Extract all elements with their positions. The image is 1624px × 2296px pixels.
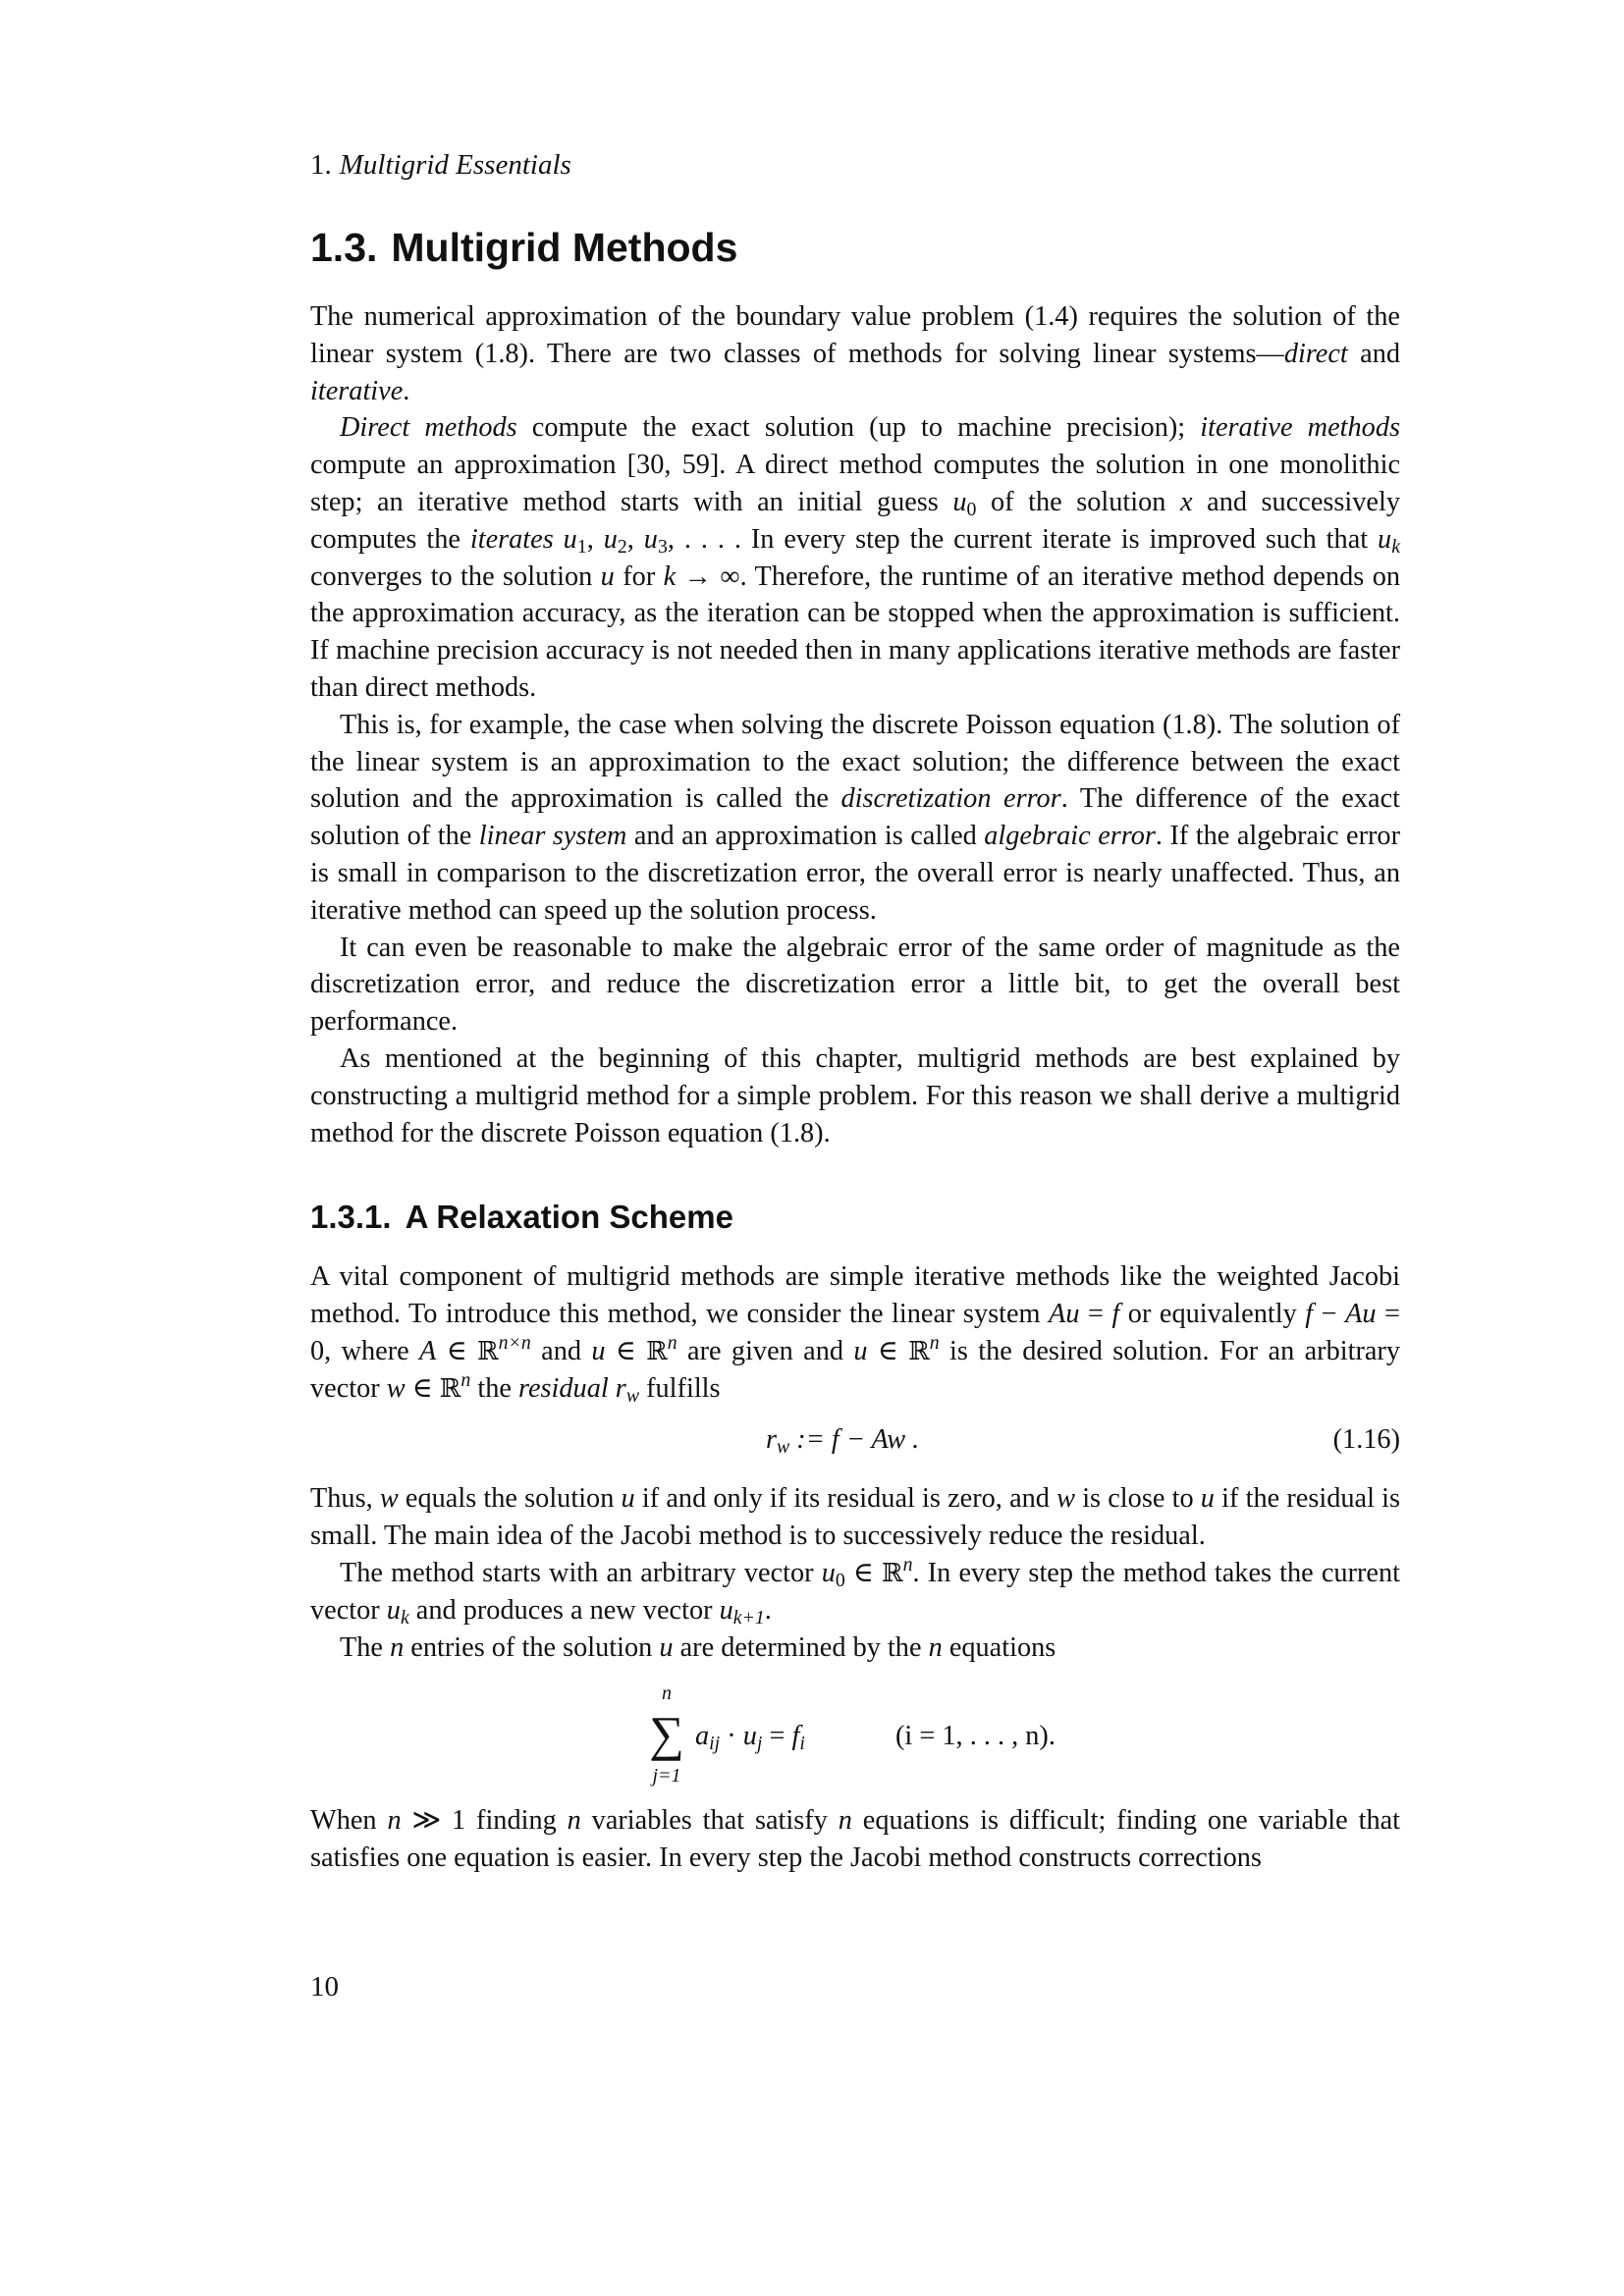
paragraph-1: The numerical approximation of the boundary value problem (1.4) requires the solution of the linear system (1.8). There are two classes of methods for solving linear systems—direct and iterative. <box>310 301 1401 406</box>
equation-number: (1.16) <box>1332 1424 1400 1455</box>
paragraph-6: A vital component of multigrid methods are simple iterative methods like the weighted Jacobi method. To introduce this method, we consider the linear system Au = f or equivalently f − Au = 0, where A ∈ ℝ$^{n\times n}$ and u ∈ ℝ$^n$ are given and u ∈ ℝ$^n$ is the desired solution. For an arbitrary vector w ∈ ℝ$^n$ the residual $r_w$ fulfills <box>310 1261 1401 1408</box>
page-number: 10 <box>310 1971 339 2002</box>
subsection-title: A Relaxation Scheme <box>405 1199 733 1235</box>
subsection-body-3 <box>310 1802 1400 1877</box>
chapter-title: Multigrid Essentials <box>339 149 571 181</box>
section-title: Multigrid Methods <box>391 225 738 270</box>
subsection-body-2 <box>310 1480 1400 1667</box>
subsection-body-1 <box>310 1258 1400 1409</box>
paragraph-9: The n entries of the solution u are determined by the n equations <box>340 1632 1056 1664</box>
paragraph-3: This is, for example, the case when solving the discrete Poisson equation (1.8). The solution of the linear system is an approximation to the exact solution; the difference between the exact solution and the approximation is called the discretization error. The difference of the exact solution of the linear system and an approximation is called algebraic error. If the algebraic error is small in comparison to the discretization error, the overall error is nearly unaffected. Thus, an iterative method can speed up the solution process. <box>310 709 1401 926</box>
sigma-glyph: ∑ <box>649 1706 684 1761</box>
summation-equation <box>310 1682 1400 1789</box>
section-heading <box>310 222 737 273</box>
subsection-heading <box>310 1196 733 1239</box>
paragraph-10: When n ≫ 1 finding n variables that satisfy n equations is difficult; finding one variable that satisfies one equation is easier. In every step the Jacobi method constructs corrections <box>310 1805 1401 1873</box>
equation-condition: (i = 1, . . . , n). <box>895 1721 1056 1751</box>
subsection-number: 1.3.1. <box>310 1199 392 1235</box>
paragraph-5: As mentioned at the beginning of this chapter, multigrid methods are best explained by constructing a multigrid method for a simple problem. For this reason we shall derive a multigrid method for the discrete Poisson equation (1.8). <box>310 1042 1400 1148</box>
summation-body: $a_{ij} \cdot u_j = f_i$ <box>695 1721 805 1754</box>
paragraph-2: Direct methods compute the exact solution (up to machine precision); iterative methods compute an approximation [30, 59]. A direct method computes the solution in one monolithic step; an iterative method starts with an initial guess $u_0$ of the solution x and successively computes the iterates $u_1$, $u_2$, $u_3$, . . . . In every step the current iterate is improved such that $u_k$ converges to the solution u for k → ∞. Therefore, the runtime of an iterative method depends on the approximation accuracy, as the iteration can be stopped when the approximation is sufficient. If machine precision accuracy is not needed then in many applications iterative methods are faster than direct methods. <box>310 412 1400 703</box>
paragraph-4: It can even be reasonable to make the algebraic error of the same order of magnitude as the discretization error, and reduce the discretization error a little bit, to get the overall best performance. <box>310 932 1400 1038</box>
sum-lower-limit: j=1 <box>652 1765 681 1787</box>
summation-symbol <box>644 1682 689 1789</box>
section-number: 1.3. <box>310 225 378 270</box>
chapter-number: 1. <box>310 149 332 181</box>
paragraph-7: Thus, w equals the solution u if and only if its residual is zero, and w is close to u if the residual is small. The main idea of the Jacobi method is to successively reduce the residual. <box>310 1483 1400 1551</box>
running-header <box>310 147 571 183</box>
sum-upper-limit: n <box>662 1682 672 1704</box>
paragraph-8: The method starts with an arbitrary vector $u_0$ ∈ ℝ$^n$. In every step the method takes the current vector $u_k$ and produces a new vector $u_{k+1}$. <box>310 1553 1400 1629</box>
equation-1-16 <box>310 1420 1400 1460</box>
equation-1-16-body: $r_w$ := f − Aw . <box>766 1424 920 1458</box>
section-body <box>310 298 1400 1151</box>
